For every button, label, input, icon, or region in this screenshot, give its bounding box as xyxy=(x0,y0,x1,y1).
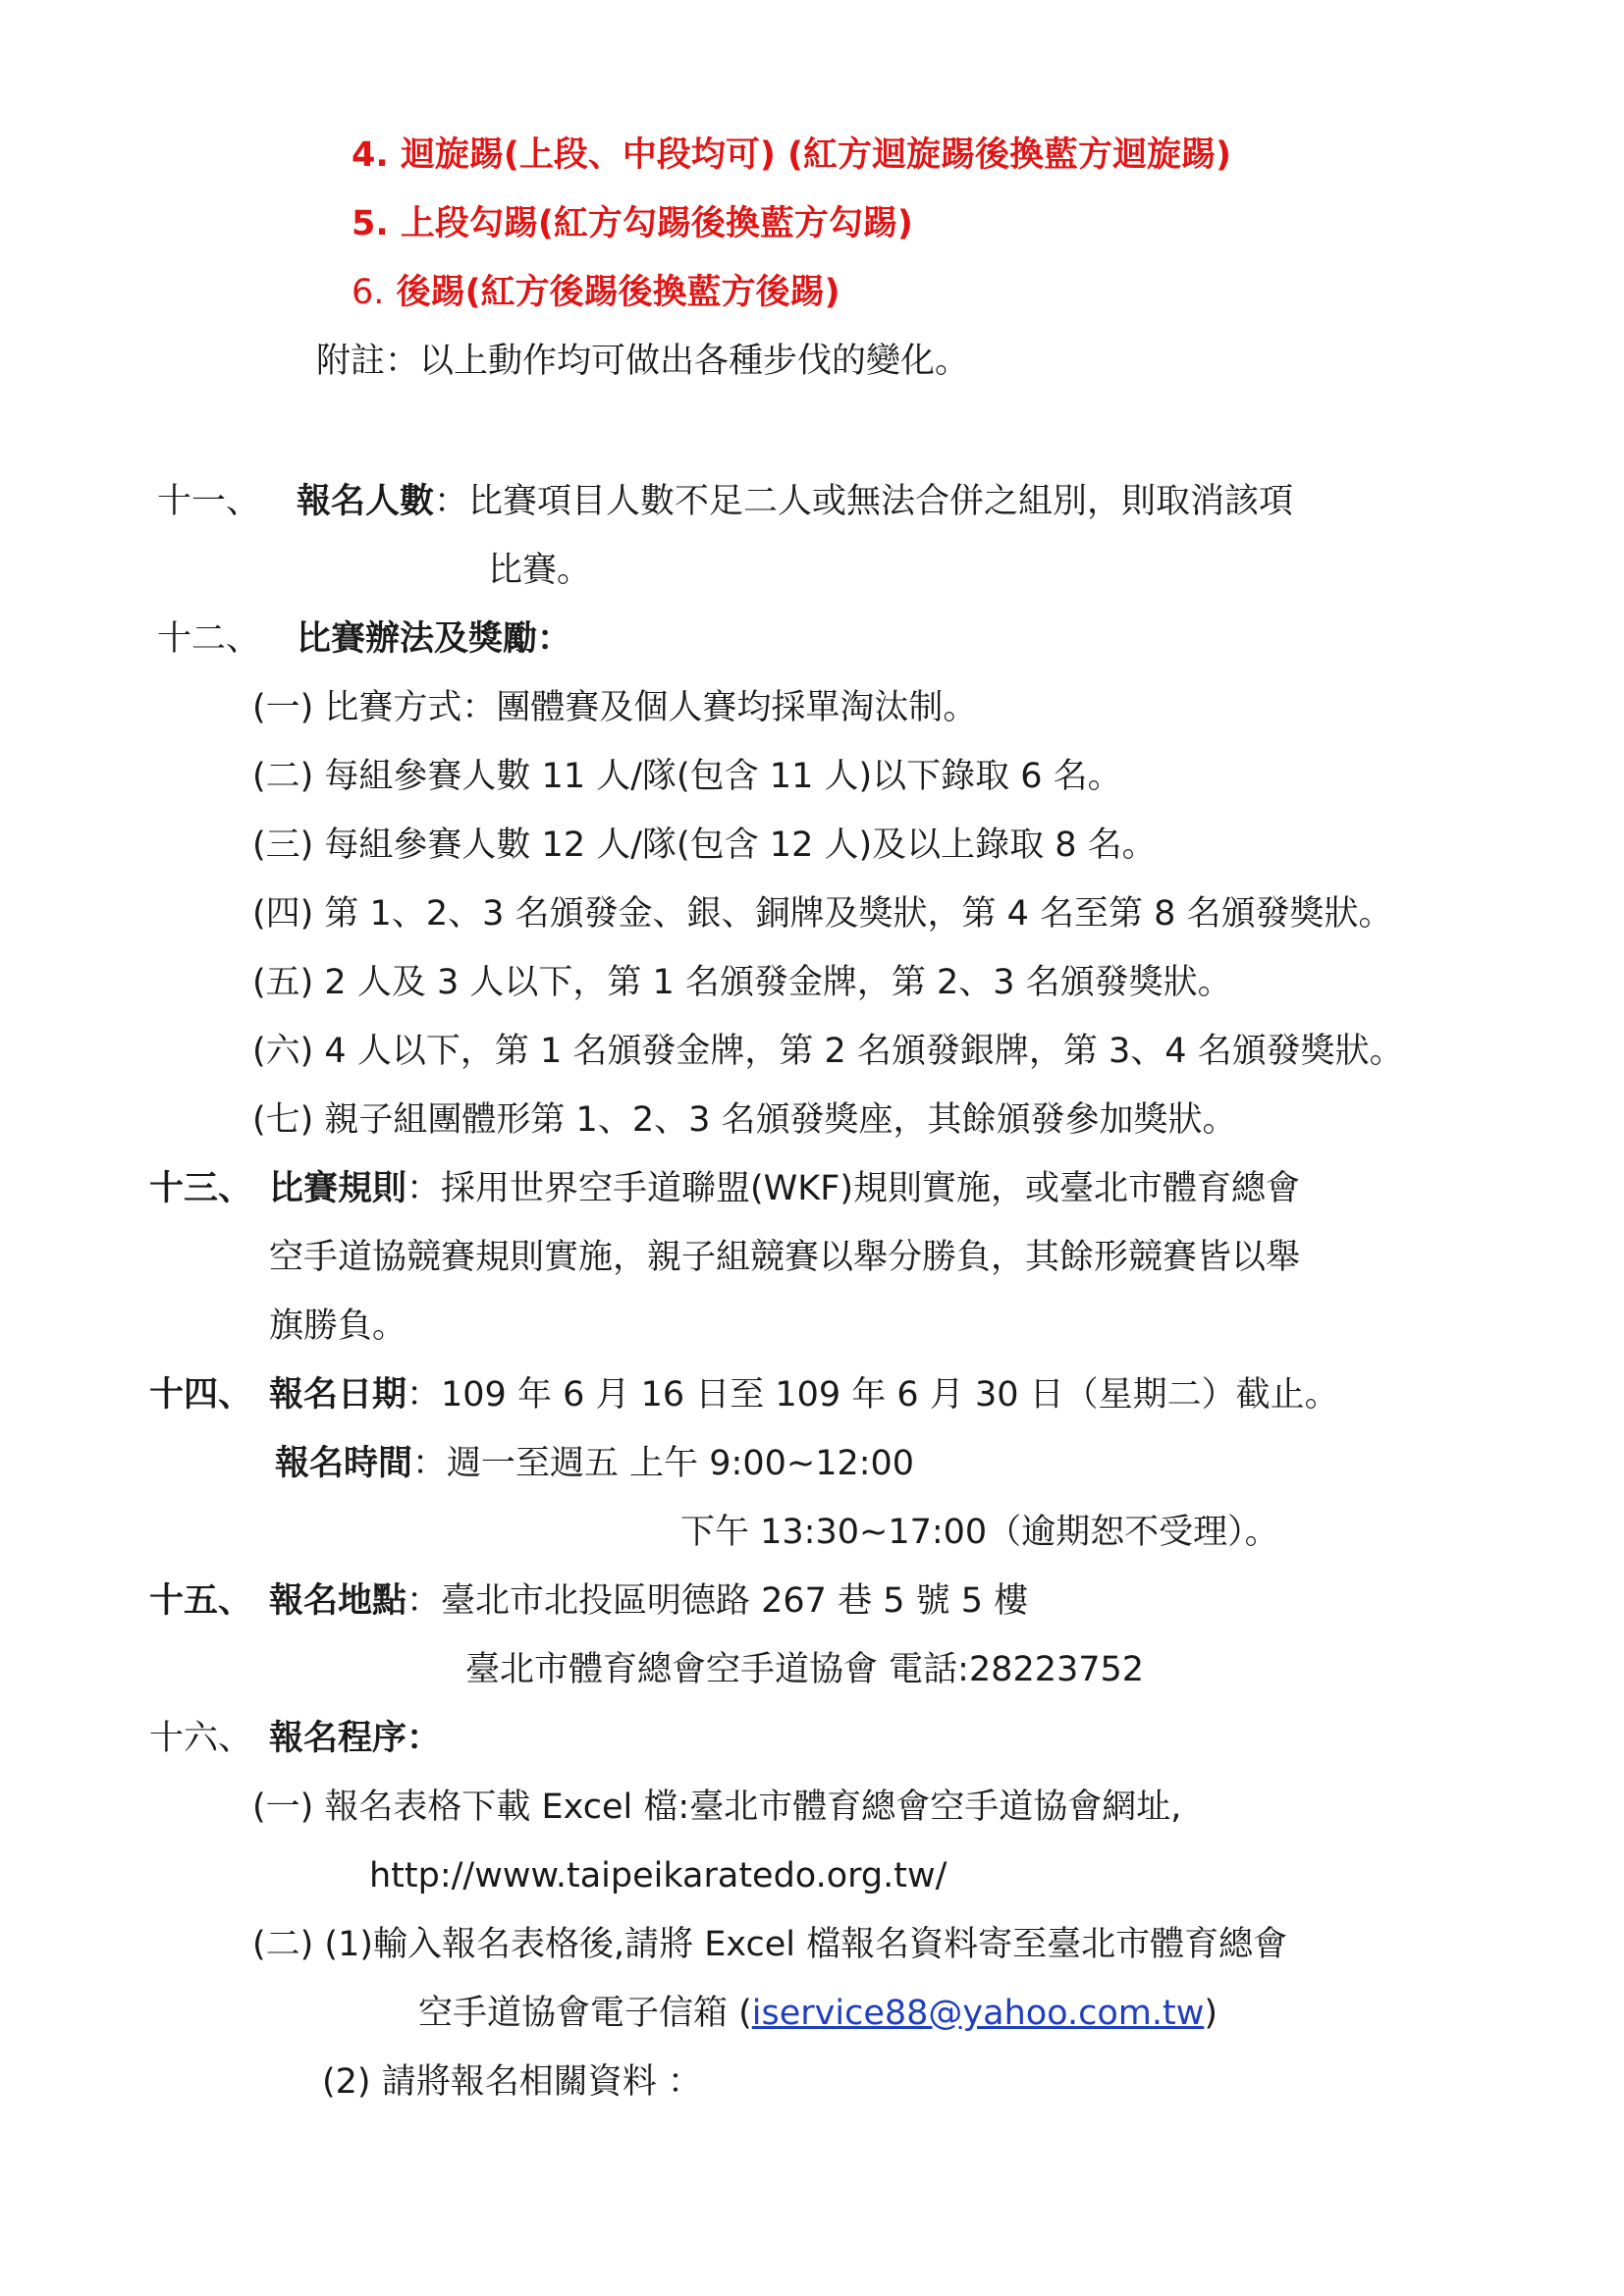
kick-text: 迴旋踢(上段、中段均可) (紅方迴旋踢後換藍方迴旋踢) xyxy=(400,135,1232,175)
section-13-line-2: 空手道協競賽規則實施，親子組競賽以舉分勝負，其餘形競賽皆以舉 xyxy=(269,1238,1301,1277)
section-number: 十五、 xyxy=(149,1581,253,1621)
section-number: 十六、 xyxy=(149,1719,253,1758)
list-item: (七) 親子組團體形第 1、2、3 名頒發獎座，其餘頒發參加獎狀。 xyxy=(252,1100,1237,1140)
section-number: 十四、 xyxy=(149,1375,253,1415)
section-title: 報名人數 xyxy=(297,482,435,521)
section-11-continuation: 比賽。 xyxy=(488,551,592,590)
email-line xyxy=(418,1992,1218,2035)
section-14 xyxy=(149,1373,1339,1416)
email-prefix: 空手道協會電子信箱 ( xyxy=(418,1994,752,2033)
kick-item-4 xyxy=(352,133,1231,177)
section-number: 十一、 xyxy=(157,482,261,521)
section-title: 比賽規則 xyxy=(269,1169,407,1208)
section-12 xyxy=(157,617,571,661)
list-item: (2) 請將報名相關資料 ： xyxy=(322,2062,702,2102)
section-11 xyxy=(157,480,1293,523)
section-title: 報名程序： xyxy=(269,1719,442,1758)
kick-item-5 xyxy=(352,202,913,245)
registration-time-afternoon: 下午 13:30~17:00（逾期恕不受理）。 xyxy=(680,1513,1279,1552)
section-title: 報名地點 xyxy=(269,1581,407,1621)
section-title: 報名日期 xyxy=(269,1375,407,1415)
registration-time xyxy=(275,1442,914,1485)
kick-number: 5. xyxy=(352,204,389,243)
email-suffix: ) xyxy=(1204,1994,1218,2033)
list-item: (五) 2 人及 3 人以下，第 1 名頒發金牌，第 2、3 名頒發獎狀。 xyxy=(252,963,1232,1002)
section-15-line-2: 臺北市體育總會空手道協會 電話:28223752 xyxy=(465,1650,1145,1689)
section-text: ：採用世界空手道聯盟(WKF)規則實施，或臺北市體育總會 xyxy=(406,1169,1301,1208)
section-13-line-3: 旗勝負。 xyxy=(269,1307,407,1346)
section-title: 比賽辦法及獎勵： xyxy=(297,619,572,659)
section-13 xyxy=(149,1167,1300,1210)
list-item: (一) 報名表格下載 Excel 檔:臺北市體育總會空手道協會網址, xyxy=(252,1788,1182,1827)
time-text: ：週一至週五 上午 9:00~12:00 xyxy=(412,1444,915,1483)
section-16 xyxy=(149,1717,441,1760)
section-text: ：比賽項目人數不足二人或無法合併之組別，則取消該項 xyxy=(434,482,1294,521)
section-text: ：109 年 6 月 16 日至 109 年 6 月 30 日（星期二）截止。 xyxy=(406,1375,1339,1415)
section-number: 十二、 xyxy=(157,619,261,659)
kick-number: 4. xyxy=(352,135,389,175)
email-link[interactable]: iservice88@yahoo.com.tw xyxy=(751,1994,1205,2033)
kick-item-6 xyxy=(352,271,840,314)
section-15 xyxy=(149,1579,1028,1623)
list-item: (二) 每組參賽人數 11 人/隊(包含 11 人)以下錄取 6 名。 xyxy=(252,757,1122,796)
section-number: 十三、 xyxy=(149,1169,253,1208)
list-item: (一) 比賽方式：團體賽及個人賽均採單淘汰制。 xyxy=(252,688,978,727)
kick-text: 後踢(紅方後踢後換藍方後踢) xyxy=(396,273,840,312)
list-item: (二) (1)輸入報名表格後,請將 Excel 檔報名資料寄至臺北市體育總會 xyxy=(252,1925,1288,1964)
list-item: (三) 每組參賽人數 12 人/隊(包含 12 人)及以上錄取 8 名。 xyxy=(252,826,1157,865)
time-title: 報名時間 xyxy=(275,1444,413,1483)
website-url[interactable]: http://www.taipeikaratedo.org.tw/ xyxy=(369,1856,947,1896)
kick-number: 6. xyxy=(352,273,385,312)
list-item: (四) 第 1、2、3 名頒發金、銀、銅牌及獎狀，第 4 名至第 8 名頒發獎狀。 xyxy=(252,894,1393,934)
kick-text: 上段勾踢(紅方勾踢後換藍方勾踢) xyxy=(400,204,913,243)
list-item: (六) 4 人以下，第 1 名頒發金牌，第 2 名頒發銀牌，第 3、4 名頒發獎狀。 xyxy=(252,1032,1404,1071)
note-text: 附註：以上動作均可做出各種步伐的變化。 xyxy=(316,342,970,381)
section-text: ：臺北市北投區明德路 267 巷 5 號 5 樓 xyxy=(406,1581,1029,1621)
